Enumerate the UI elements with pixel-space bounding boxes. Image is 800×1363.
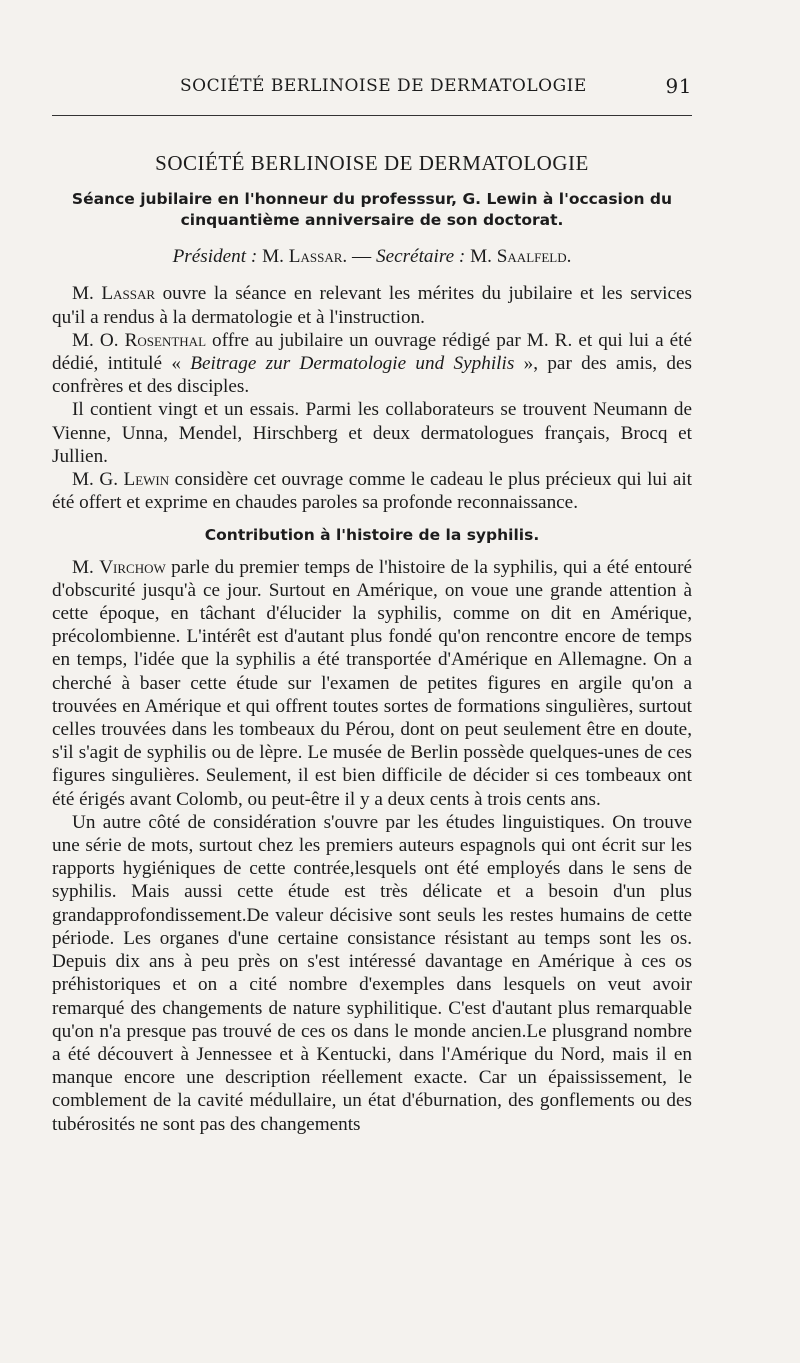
secretary-name: Saalfeld xyxy=(496,246,567,268)
session-title: Séance jubilaire en l'honneur du professsur, G. Lewin à l'occasion du cinquantième anniversaire de son doctorat. xyxy=(71,190,673,230)
paragraph-text: considère cet ouvrage comme le cadeau le plus précieux qui lui ait été offert et exprime en chaudes paroles sa profonde reconnaissance. xyxy=(52,469,693,514)
speaker-name: Lassar xyxy=(101,283,156,305)
paragraph-lead: M. xyxy=(72,556,100,578)
president-title: M. xyxy=(262,246,284,268)
paragraph-linguistics: Un autre côté de considération s'ouvre par les études linguistiques. On trouve une série de mots, surtout chez les premiers auteurs espagnols qui ont écrit sur les rapports hygiéniques de cette contrée,lesquels ont été employés dans le sens de syphilis. Mais aussi cette étude est très délicate et a besoin d'un plus grandapprofondissement.De valeur décisive sont seuls les restes humains de cette période. Les organes d'une certaine consistance résistant au temps sont les os. Depuis dix ans à peu près on s'est intéressé davantage en Amérique à ces os préhistoriques et on a cité nombre d'exemples dans lesquels on veut avoir remarqué des changements de nature syphilitique. C'est d'autant plus remarquable qu'on n'a presque pas trouvé de ces os dans le monde ancien.Le plusgrand nombre a été découvert à Jennessee et à Kentucki, dans l'Amérique du Nord, mais il en manque encore une description réellement exacte. Car un épaississement, le comblement de la cavité médullaire, un état d'éburnation, des gonflements ou des tubérosités ne sont pas des changements xyxy=(52,811,692,1135)
section-title: SOCIÉTÉ BERLINOISE DE DERMATOLOGIE xyxy=(155,151,589,175)
secretary-title: M. xyxy=(470,246,492,268)
speaker-name: Lewin xyxy=(123,469,170,491)
president-name: Lassar xyxy=(288,246,343,268)
paragraph-lead: M. xyxy=(72,283,102,305)
president-label: Président : xyxy=(172,246,258,268)
officers-dash: . — xyxy=(342,246,372,268)
page-number: 91 xyxy=(665,74,692,98)
paragraph-rosenthal xyxy=(52,329,692,399)
paragraph-lassar xyxy=(52,282,692,328)
speaker-name: Virchow xyxy=(99,556,166,578)
paragraph-lead: M. G. xyxy=(72,469,124,491)
paragraph-text: offre au jubilaire un ouvrage rédigé par M. R. et qui lui a été dédié, intitulé « xyxy=(52,329,692,375)
paragraph-lewin xyxy=(52,468,692,514)
paragraph-text: ouvre la séance en relevant les mérites du jubilaire et les services qu'il a rendus à la dermatologie et à l'instruction. xyxy=(52,283,692,328)
paragraph-lead: M. O. xyxy=(72,329,125,351)
officers-line xyxy=(52,245,692,268)
paragraph-virchow xyxy=(52,556,692,811)
speaker-name: Rosenthal xyxy=(124,329,207,351)
paragraph-text: », par des amis, des confrères et des disciples. xyxy=(52,353,692,398)
paragraph-text: parle du premier temps de l'histoire de la syphilis, qui a été entouré d'obscurité jusqu'à ce jour. Surtout en Amérique, on voue une grande attention à cette époque, en tâchant d'élucider la syphilis, comme on dit en Amérique, précolombienne. L'intérêt est d'autant plus fondé qu'on rencontre encore de temps en temps, l'idée que la syphilis a été transportée d'Amérique en Allemagne. On a cherché à baser cette étude sur l'examen de petites figures en argile qu'on a trouvées en Amérique et qui offrent toutes sortes de formations singulières, surtout celles trouvées dans les tombeaux du Pérou, dont on peut seulement être en doute, s'il s'agit de syphilis ou de lèpre. Le musée de Berlin possède quelques-unes de ces figures singulières. Seulement, il est bien difficile de décider si ces tombeaux ont été érigés avant Colomb, ou peut-être il y a deux cents à trois cents ans. xyxy=(52,556,693,810)
header-rule xyxy=(52,115,692,116)
secretary-label: Secrétaire : xyxy=(375,246,466,268)
running-title: SOCIÉTÉ BERLINOISE DE DERMATOLOGIE xyxy=(180,76,587,96)
officers-end: . xyxy=(566,246,572,268)
subheading: Contribution à l'histoire de la syphilis. xyxy=(204,526,540,545)
book-title: Beitrage zur Dermatologie und Syphilis xyxy=(190,353,515,375)
article-body xyxy=(52,152,692,1136)
paragraph-essays: Il contient vingt et un essais. Parmi les collaborateurs se trouvent Neumann de Vienne, Unna, Mendel, Hirschberg et deux dermatologues français, Brocq et Jullien. xyxy=(52,399,692,467)
